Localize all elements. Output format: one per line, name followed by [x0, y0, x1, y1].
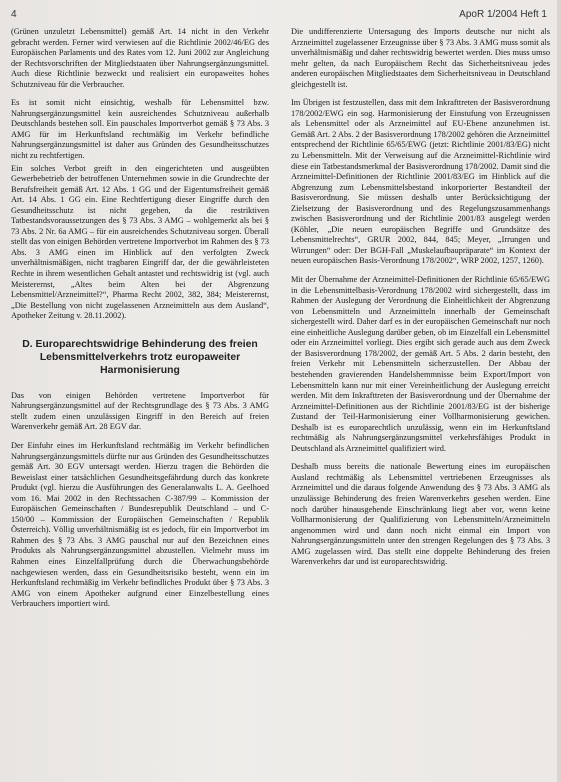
page-header [11, 6, 547, 28]
paragraph: Die undifferenzierte Untersagung des Imports deutsche nur nicht als Arzneimittel zugelassener Erzeugnisse über § 73 Abs. 3 AMG muss somit als unverhältnismäßig und daher rechtswidrig bewertet werden. Dies muss umso mehr gelten, da nach Europäischem Recht das Sicherheitsniveau jedes anderen europäischen Mitgliedstaates dem Sicherheitsniveau in Deutschland gleichgestellt ist. [291, 27, 550, 89]
paragraph: (Grünen unzuletzt Lebensmittel) gemäß Art. 14 nicht in den Verkehr gebracht werden. Ferner wird verwiesen auf die Richtlinie 2002/46/EG des Europäischen Parlaments und des Rates vom 12. Juni 2002 zur Angleichung der Rechtsvorschriften der Mitgliedstaaten über Nahrungsergänzungsmittel. Auch diese Richtlinie bezweckt und realisiert ein europaweites hohes Schutzniveau für die Verbraucher. [11, 27, 269, 89]
page-edge-shadow [557, 0, 561, 782]
paragraph: Das von einigen Behörden vertretene Importverbot für Nahrungsergänzungsmittel auf der Rechtsgrundlage des § 73 Abs. 3 AMG stellt zudem einen unzulässigen Eingriff in den Bereich auf freien Warenverkehr gemäß Art. 28 EGV dar. [11, 390, 269, 432]
paragraph: Es ist somit nicht einsichtig, weshalb für Lebensmittel bzw. Nahrungsergänzungsmittel kein ausreichendes Schutzniveau außerhalb Deutschlands bestehen soll. Ein pauschales Importverbot gemäß § 73 Abs. 3 AMG für im Herkunftsland rechtmäßig im Verkehr befindliche Nahrungsergänzungsmittel ist daher aus Gründen des Gesundheitsschutzes nicht zu rechtfertigen. [11, 98, 269, 161]
journal-title: ApoR 1/2004 Heft 1 [459, 9, 547, 20]
paragraph: Im Übrigen ist festzustellen, dass mit dem Inkrafttreten der Basisverordnung 178/2002/EWG ein sog. Harmonisierung der Einstufung von Erzeugnissen als Lebensmittel oder als Arzneimittel auf EU-Ebene anzunehmen ist. Gemäß Art. 2 Abs. 2 der Basisverordnung 178/2002 gehören die Arzneimittel entsprechend der Richtlinie 65/65/EWG (jetzt: Richtlinie 2001/83/EG) nicht zu Lebensmitteln. Mit der Verweisung auf die Arzneimittel-Richtlinie wird diese ein Tatbestandsmerkmal der Basisverordnung 178/2002. Damit sind die Arzneimittel-Definitionen der Richtlinie 2001/83/EG im Hinblick auf die Abgrenzung zum Lebensmittelsbestand inkorporierter Bestandteil der Basisverordnung. Sie müssen deshalb unter Berücksichtigung der Zielsetzung der Basisverordnung und des Regelungszusammenhangs zwischen Basisverordnung und der Richtlinie 2001/83 ausgelegt werden (Köhler, „Die neuen europäischen Begriffe und Grundsätze des Lebensmittelrechts“, GRUR 2002, 844, 845; Meyer, „Irrungen und Wirrungen“ oder: Der BGH-Fall „Muskelaufbaupräparate“ im Kontext der neuen europäischen Basis-Verordnung 178/2002“, WRP 2002, 1257, 1260). [291, 98, 550, 266]
right-column [291, 27, 550, 776]
paragraph: Ein solches Verbot greift in den eingerichteten und ausgeübten Gewerbebetrieb der betroffenen Unternehmen sowie in die Grundrechte der Berufsfreiheit gemäß Art. 12 Abs. 1 GG und der Eigentumsfreiheit gemäß Art. 14 Abs. 1 GG ein. Eine Rechtfertigung dieser Eingriffe durch den Gesundheitsschutz ist nicht gegeben, da die restriktiven Tatbestandsvoraussetzungen des § 73 Abs. 3 AMG – wohlgemerkt als bei § 73 Abs. 2 Nr. 6a AMG – für ein ausreichendes Schutzniveau sorgen. Überall stellt das von einigen Behörden vertretene Importverbot im Rahmen des § 73 Abs. 3 AMG einen im Hinblick auf den verfolgten Zweck unverhältnismäßigen, nicht tragbaren Eingriff dar, der die gewährleisteten Rechte in ihrem wesentlichen Gehalt antastet und rechtswidrig ist (vgl. auch Meisterernst, „Altes beim Alten bei der Abgrenzung Lebensmittel/Arzneimittel?“, Pharma Recht 2002, 382, 384; Meisterernst, „Die Bestellung von nicht zugelassenen Arzneimitteln aus dem Ausland“, Apotheker Zeitung v. 28.11.2002). [11, 163, 269, 321]
paragraph: Mit der Übernahme der Arzneimittel-Definitionen der Richtlinie 65/65/EWG in die Lebensmittelbasis-Verordnung 178/2002 wird sichergestellt, dass im Rahmen der Auslegung der Verordnung die Einheitlichkeit der Abgrenzung von Lebensmitteln und Arzneimitteln innerhalb der Gemeinschaft sichergestellt wird. Daher darf es in der europäischen Gemeinschaft nur noch eine einheitliche Auslegung darüber geben, ob im Einzelfall ein Lebensmittel oder ein Arzneimittel vorliegt. Dies ergibt sich gerade auch aus dem Zweck der Basisverordnung 178/2002, der gemäß Art. 5 Abs. 2 darin besteht, den freien Verkehr mit Lebensmitteln sicherzustellen. Der Abbau der bestehenden gravierenden Handelshemmnisse beim Export/Import von Lebensmitteln kann nur mit einer Vereinheitlichung der Auslegung erreicht werden. Mit dem Inkrafttreten der Basisverordnung und der Übernahme der Arzneimittel-Definitionen aus der Richtlinie 2001/83/EG ist der bisherige Zustand der Teil-Harmonisierung einer Vollharmonisierung gewichen. Deshalb ist es europarechtlich unzulässig, wenn ein im Herkunftsland rechtmäßig als Nahrungsergänzungsmittel verkehrsfähiges Produkt in Deutschland als Arzneimittel qualifiziert wird. [291, 275, 550, 453]
section-heading: D. Europarechtswidrige Behinderung des freien Lebensmittelverkehrs trotz europaweiter Harmonisierung [22, 338, 258, 376]
left-column [11, 27, 269, 776]
paragraph: Der Einfuhr eines im Herkunftsland rechtmäßig im Verkehr befindlichen Nahrungsergänzungsmittels dürfte nur aus Gründen des Gesundheitsschutzes gemäß Art. 30 EGV untersagt werden. Hierzu tragen die Behörden die Beweislast einer tatsächlichen Gesundheitsgefährdung durch das konkrete Produkt (vgl. hierzu die Ausführungen des Generalanwalts L. A. Geelhoed vom 16. Mai 2002 in den Rechtssachen C-387/99 – Kommission der Europäischen Gemeinschaften / Bundesrepublik Deutschland – und C-150/00 – Kommission der Europäischen Gemeinschaften / Republik Österreich). Völlig unverhältnismäßig ist es jedoch, für ein Importverbot im Rahmen des § 73 Abs. 3 AMG pauschal nur auf den Bezeichnen eines Produkts als Nahrungsergänzungsmittel abzustellen. Vielmehr muss im Rahmen eines Einzelfallprüfung durch die Überwachungsbehörde nachgewiesen werden, dass ein Gesundheitsrisiko besteht, wenn ein im Herkunftsland rechtmäßig im Verkehr befindliches Produkt über § 73 Abs. 3 AMG von einem Apotheker aufgrund einer Einzelbestellung eines Verbrauchers importiert wird. [11, 440, 269, 609]
paragraph: Deshalb muss bereits die nationale Bewertung eines im europäischen Ausland rechtmäßig als Lebensmittel vertriebenen Erzeugnisses als Arzneimittel und die daraus folgende Anwendung des § 73 Abs. 3 AMG als unzulässige Behinderung des freien Warenverkehrs gesehen werden. Eine noch darüber hinausgehende Einschränkung liegt aber vor, wenn keine Vollharmonisierung der Qualifizierung von Lebensmitteln/Arzneimitteln angenommen wird und dann noch nicht einmal ein Import von Nahrungsergänzungsmitteln unter den strengen Regelungen des § 73 Abs. 3 AMG zugelassen wird. Das stellt eine doppelte Behinderung des freien Warenverkehrs dar und ist europarechtswidrig. [291, 462, 550, 567]
page-number: 4 [11, 9, 17, 20]
